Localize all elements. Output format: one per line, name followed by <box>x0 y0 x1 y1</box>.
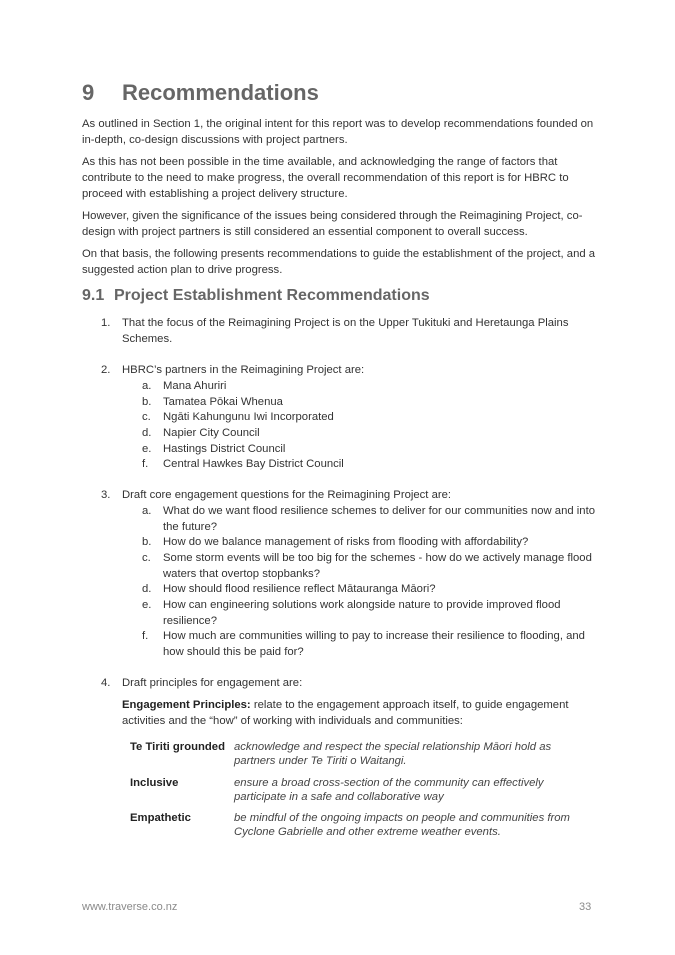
sub-item-text: Napier City Council <box>163 427 260 439</box>
intro-paragraph: As outlined in Section 1, the original intent for this report was to develop recommendations founded on in-depth, co-design discussions with project partners. <box>82 118 594 146</box>
sub-item-letter: d. <box>142 427 152 439</box>
list-item-number: 2. <box>101 364 111 376</box>
sub-item-letter: b. <box>142 536 152 548</box>
list-item-text: That the focus of the Reimagining Project is on the Upper Tukituki and Heretaunga Plains Schemes. <box>122 317 569 345</box>
intro-paragraph: However, given the significance of the issues being considered through the Reimagining Project, co-design with project partners is still considered an essential component to overall success. <box>82 210 583 238</box>
sub-item-text: How much are communities willing to pay to increase their resilience to flooding, and how should this be paid for? <box>163 630 585 658</box>
sub-item-letter: e. <box>142 443 152 455</box>
engagement-principles-label: Engagement Principles: <box>122 699 251 711</box>
sub-item-text: How should flood resilience reflect Mātauranga Māori? <box>163 583 436 595</box>
sub-item-letter: c. <box>142 552 151 564</box>
sub-item-text: Central Hawkes Bay District Council <box>163 458 344 470</box>
principle-term: Te Tiriti grounded <box>130 741 225 753</box>
sub-item-letter: f. <box>142 630 149 642</box>
sub-item-text: What do we want flood resilience schemes to deliver for our communities now and into the future? <box>163 505 596 533</box>
principle-description: ensure a broad cross-section of the community can effectively participate in a safe and collaborative way <box>234 777 544 803</box>
subsection-heading <box>82 287 430 305</box>
sub-item-letter: d. <box>142 583 152 595</box>
list-item-text: Draft core engagement questions for the Reimagining Project are: <box>122 489 452 501</box>
section-number: 9 <box>82 80 95 105</box>
list-item-text: Draft principles for engagement are: <box>122 677 303 689</box>
principle-term: Inclusive <box>130 777 179 789</box>
engagement-principles-intro <box>122 697 592 729</box>
principle-description: be mindful of the ongoing impacts on people and communities from Cyclone Gabrielle and other extreme weather events. <box>234 812 570 838</box>
sub-item-letter: a. <box>142 505 152 517</box>
page-number: 33 <box>579 901 592 913</box>
section-title: Recommendations <box>122 80 319 105</box>
sub-item-text: How can engineering solutions work alongside nature to provide improved flood resilience? <box>163 599 561 627</box>
engagement-principles-text: relate to the engagement approach itself, to guide engagement activities and the “how” of working with individuals and communities: <box>122 699 569 727</box>
sub-item-text: Hastings District Council <box>163 443 286 455</box>
intro-paragraph: On that basis, the following presents recommendations to guide the establishment of the project, and a suggested action plan to drive progress. <box>82 248 596 276</box>
sub-item-letter: a. <box>142 380 152 392</box>
section-heading <box>82 80 319 106</box>
list-item-text: HBRC’s partners in the Reimagining Project are: <box>122 364 365 376</box>
list-item-number: 4. <box>101 677 111 689</box>
list-item-number: 1. <box>101 317 111 329</box>
sub-item-letter: e. <box>142 599 152 611</box>
sub-item-letter: c. <box>142 411 151 423</box>
subsection-number: 9.1 <box>82 287 105 304</box>
sub-item-text: How do we balance management of risks from flooding with affordability? <box>163 536 529 548</box>
sub-item-text: Tamatea Pōkai Whenua <box>163 396 283 408</box>
footer-website-link[interactable]: www.traverse.co.nz <box>82 901 178 913</box>
list-item-number: 3. <box>101 489 111 501</box>
sub-item-text: Some storm events will be too big for the schemes - how do we actively manage flood waters that overtop stopbanks? <box>163 552 592 580</box>
subsection-title: Project Establishment Recommendations <box>114 287 430 304</box>
principle-term: Empathetic <box>130 812 191 824</box>
intro-paragraph: As this has not been possible in the time available, and acknowledging the range of factors that contribute to the need to make progress, the overall recommendation of this report is for HBRC to proceed with establishing a project delivery structure. <box>82 156 569 200</box>
sub-item-text: Mana Ahuriri <box>163 380 227 392</box>
sub-item-letter: b. <box>142 396 152 408</box>
sub-item-letter: f. <box>142 458 149 470</box>
principle-description: acknowledge and respect the special relationship Māori hold as partners under Te Tiriti o Waitangi. <box>234 741 552 767</box>
sub-item-text: Ngāti Kahungunu Iwi Incorporated <box>163 411 334 423</box>
